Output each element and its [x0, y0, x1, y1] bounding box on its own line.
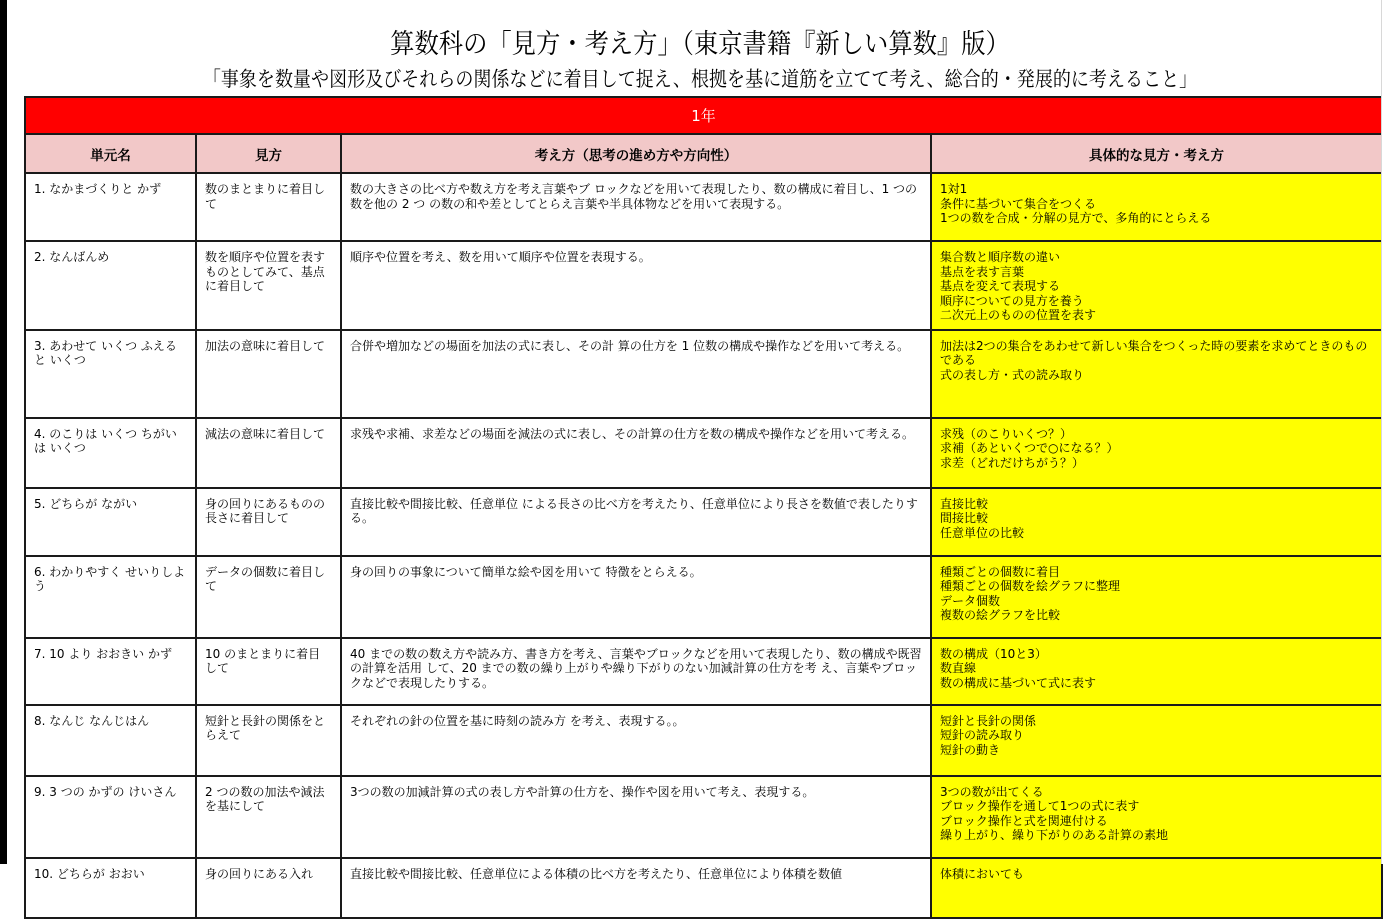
specific-item: 数の構成（10と3） — [940, 646, 1047, 661]
table-row — [25, 418, 1382, 488]
specific-item: データ個数 — [940, 593, 1001, 608]
view-cell: 加法の意味に着目して — [196, 330, 341, 418]
header-thinking: 考え方（思考の進め方や方向性） — [341, 134, 931, 173]
window-edge-left — [0, 0, 7, 864]
unit-name-cell: 9. 3 つの かずの けいさん — [25, 776, 196, 858]
grade-label: 1年 — [25, 97, 1382, 134]
view-cell: 数のまとまりに着目して — [196, 173, 341, 241]
specific-item: ブロック操作を通して1つの式に表す — [940, 799, 1140, 813]
specific-cell — [931, 241, 1382, 330]
table-row — [25, 173, 1382, 241]
view-cell: 減法の意味に着目して — [196, 418, 341, 488]
view-cell: 数を順序や位置を表すものとしてみて、基点に着目して — [196, 241, 341, 330]
specific-item: 短針の動き — [940, 742, 1001, 757]
specific-item: 繰り上がり、繰り下がりのある計算の素地 — [940, 828, 1169, 842]
thinking-cell: 3つの数の加減計算の式の表し方や計算の仕方を、操作や図を用いて考え、表現する。 — [341, 776, 931, 858]
unit-name-cell: 3. あわせて いくつ ふえると いくつ — [25, 330, 196, 418]
header-specific: 具体的な見方・考え方 — [931, 134, 1382, 173]
view-cell: 身の回りにある入れ — [196, 858, 341, 918]
unit-name-cell: 1. なかまづくりと かず — [25, 173, 196, 241]
specific-cell — [931, 418, 1382, 488]
specific-cell — [931, 488, 1382, 556]
window-edge-right — [1381, 0, 1400, 864]
grade-band-row — [25, 97, 1382, 134]
specific-item: 条件に基づいて集合をつくる — [940, 196, 1097, 211]
unit-name-cell: 7. 10 より おおきい かず — [25, 638, 196, 705]
table-row — [25, 776, 1382, 858]
specific-item: 間接比較 — [940, 511, 989, 525]
specific-item: 数の構成に基づいて式に表す — [940, 675, 1097, 690]
specific-item: 複数の絵グラフを比較 — [940, 608, 1061, 622]
specific-cell — [931, 638, 1382, 705]
view-cell: 身の回りにあるものの長さに着目して — [196, 488, 341, 556]
specific-item: 直接比較 — [940, 496, 989, 511]
specific-item: 順序についての見方を養う — [940, 293, 1084, 308]
table-row — [25, 858, 1382, 918]
header-row — [25, 134, 1382, 173]
specific-item: ブロック操作と式を関連付ける — [940, 813, 1108, 828]
specific-item: 基点を表す言葉 — [940, 264, 1025, 279]
curriculum-table — [24, 96, 1383, 919]
unit-name-cell: 2. なんばんめ — [25, 241, 196, 330]
table-row — [25, 330, 1382, 418]
specific-item: 二次元上のものの位置を表す — [940, 308, 1097, 322]
specific-item: 式の表し方・式の読み取り — [940, 367, 1085, 382]
thinking-cell: 合併や増加などの場面を加法の式に表し、その計 算の仕方を 1 位数の構成や操作などを用いて考える。 — [341, 330, 931, 418]
thinking-cell: 直接比較や間接比較、任意単位 による長さの比べ方を考えたり、任意単位により長さを数値で表したりする。 — [341, 488, 931, 556]
specific-item: 数直線 — [940, 661, 977, 675]
header-view: 見方 — [196, 134, 341, 173]
page-subtitle: 「事象を数量や図形及びそれらの関係などに着目して捉え、根拠を基に道筋を立てて考え、総合的・発展的に考えること」 — [202, 67, 1198, 91]
view-cell: 2 つの数の加法や減法を基にして — [196, 776, 341, 858]
thinking-cell: 求残や求補、求差などの場面を減法の式に表し、その計算の仕方を数の構成や操作などを用いて考える。 — [341, 418, 931, 488]
specific-item: 求残（のこりいくつ？） — [940, 426, 1073, 441]
unit-name-cell: 10. どちらが おおい — [25, 858, 196, 918]
specific-item: 種類ごとの個数に着目 — [940, 564, 1061, 579]
specific-cell — [931, 705, 1382, 776]
page-title: 算数科の「見方・考え方」（東京書籍『新しい算数』版） — [390, 29, 1010, 60]
thinking-cell: 身の回りの事象について簡単な絵や図を用いて 特徴をとらえる。 — [341, 556, 931, 638]
header-unit: 単元名 — [25, 134, 196, 173]
specific-item: 短針と長針の関係 — [940, 713, 1037, 728]
specific-item: 集合数と順序数の違い — [940, 250, 1061, 264]
thinking-cell: 順序や位置を考え、数を用いて順序や位置を表現する。 — [341, 241, 931, 330]
specific-item: 1対1 — [940, 182, 968, 196]
table-row — [25, 638, 1382, 705]
table-row — [25, 241, 1382, 330]
specific-item: 求差（どれだけちがう？） — [940, 455, 1085, 470]
specific-cell — [931, 173, 1382, 241]
specific-cell — [931, 776, 1382, 858]
view-cell: データの個数に着目して — [196, 556, 341, 638]
table-row — [25, 556, 1382, 638]
specific-item: 基点を変えて表現する — [940, 279, 1061, 293]
unit-name-cell: 5. どちらが ながい — [25, 488, 196, 556]
specific-item: 短針の読み取り — [940, 728, 1025, 742]
view-cell: 短針と長針の関係をとらえて — [196, 705, 341, 776]
thinking-cell: 直接比較や間接比較、任意単位による体積の比べ方を考えたり、任意単位により体積を数値 — [341, 858, 931, 918]
specific-item: 体積においても — [940, 866, 1025, 881]
thinking-cell: 数の大きさの比べ方や数え方を考え言葉やブ ロックなどを用いて表現したり、数の構成に着目し、1 つの数を他の 2 つ の数の和や差としてとらえ言葉や半具体物などを用いて表現する。 — [341, 173, 931, 241]
specific-item: 種類ごとの個数を絵グラフに整理 — [940, 579, 1121, 593]
specific-cell — [931, 556, 1382, 638]
thinking-cell: それぞれの針の位置を基に時刻の読み方 を考え、表現する。。 — [341, 705, 931, 776]
specific-item: 加法は2つの集合をあわせて新しい集合をつくった時の要素を求めてときのものである — [940, 338, 1368, 367]
specific-cell — [931, 330, 1382, 418]
specific-cell — [931, 858, 1382, 918]
thinking-cell: 40 までの数の数え方や読み方、書き方を考え、言葉やブロックなどを用いて表現したり、数の構成や既習の計算を活用 して、20 までの数の繰り上がりや繰り下がりのない加減計算の仕方を考 え、言葉やブロックなどで表現したりする。 — [341, 638, 931, 705]
unit-name-cell: 6. わかりやすく せいりしよう — [25, 556, 196, 638]
specific-item: 任意単位の比較 — [940, 525, 1025, 540]
specific-item: 3つの数が出てくる — [940, 784, 1044, 799]
table-row — [25, 705, 1382, 776]
view-cell: 10 のまとまりに着目して — [196, 638, 341, 705]
specific-item: 求補（あといくつで○になる？） — [940, 441, 1119, 455]
unit-name-cell: 4. のこりは いくつ ちがいは いくつ — [25, 418, 196, 488]
unit-name-cell: 8. なんじ なんじはん — [25, 705, 196, 776]
specific-item: 1つの数を合成・分解の見方で、多角的にとらえる — [940, 211, 1212, 225]
table-row — [25, 488, 1382, 556]
